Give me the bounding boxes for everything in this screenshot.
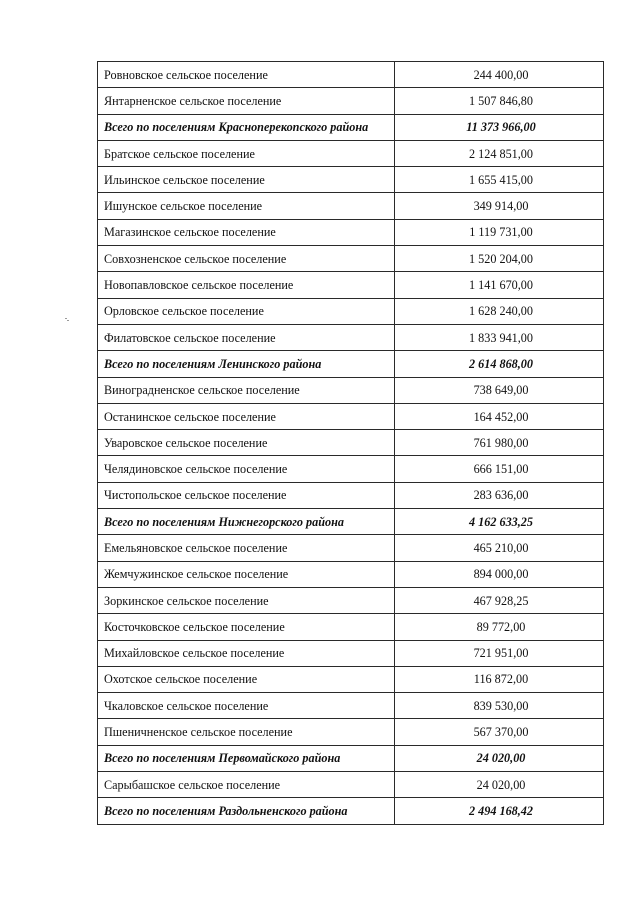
table-row bbox=[98, 140, 604, 166]
scan-speck bbox=[65, 318, 67, 319]
settlement-amount: 839 530,00 bbox=[395, 693, 604, 719]
table-row bbox=[98, 219, 604, 245]
settlement-name: Чкаловское сельское поселение bbox=[98, 693, 395, 719]
table-row bbox=[98, 272, 604, 298]
settlement-amount: 89 772,00 bbox=[395, 614, 604, 640]
settlement-amount: 116 872,00 bbox=[395, 666, 604, 692]
settlement-name: Ильинское сельское поселение bbox=[98, 167, 395, 193]
district-total-amount: 4 162 633,25 bbox=[395, 509, 604, 535]
table-row bbox=[98, 456, 604, 482]
settlement-name: Жемчужинское сельское поселение bbox=[98, 561, 395, 587]
scan-speck bbox=[67, 320, 69, 321]
settlement-amount: 1 655 415,00 bbox=[395, 167, 604, 193]
table-body bbox=[98, 62, 604, 825]
total-row bbox=[98, 351, 604, 377]
settlement-amount: 2 124 851,00 bbox=[395, 140, 604, 166]
table-row bbox=[98, 246, 604, 272]
table-row bbox=[98, 772, 604, 798]
settlement-amount: 567 370,00 bbox=[395, 719, 604, 745]
settlement-amount: 1 833 941,00 bbox=[395, 324, 604, 350]
settlement-amount: 465 210,00 bbox=[395, 535, 604, 561]
district-total-label: Всего по поселениям Первомайского района bbox=[98, 745, 395, 771]
settlement-amount: 1 119 731,00 bbox=[395, 219, 604, 245]
district-total-label: Всего по поселениям Красноперекопского района bbox=[98, 114, 395, 140]
settlement-amount: 1 507 846,80 bbox=[395, 88, 604, 114]
table-row bbox=[98, 62, 604, 88]
district-total-label: Всего по поселениям Раздольненского района bbox=[98, 798, 395, 824]
total-row bbox=[98, 114, 604, 140]
settlement-name: Охотское сельское поселение bbox=[98, 666, 395, 692]
settlement-amount: 164 452,00 bbox=[395, 403, 604, 429]
table-row bbox=[98, 377, 604, 403]
settlement-name: Магазинское сельское поселение bbox=[98, 219, 395, 245]
total-row bbox=[98, 509, 604, 535]
settlement-name: Уваровское сельское поселение bbox=[98, 430, 395, 456]
table-row bbox=[98, 587, 604, 613]
total-row bbox=[98, 745, 604, 771]
settlement-name: Совхозненское сельское поселение bbox=[98, 246, 395, 272]
settlement-name: Останинское сельское поселение bbox=[98, 403, 395, 429]
settlement-amount: 738 649,00 bbox=[395, 377, 604, 403]
settlement-name: Челядиновское сельское поселение bbox=[98, 456, 395, 482]
settlement-amount: 349 914,00 bbox=[395, 193, 604, 219]
settlement-amount: 24 020,00 bbox=[395, 772, 604, 798]
settlement-amount: 1 628 240,00 bbox=[395, 298, 604, 324]
table-row bbox=[98, 430, 604, 456]
settlement-name: Пшеничненское сельское поселение bbox=[98, 719, 395, 745]
district-total-amount: 24 020,00 bbox=[395, 745, 604, 771]
table-row bbox=[98, 193, 604, 219]
table-row bbox=[98, 167, 604, 193]
table-row bbox=[98, 88, 604, 114]
settlement-name: Янтарненское сельское поселение bbox=[98, 88, 395, 114]
settlement-name: Братское сельское поселение bbox=[98, 140, 395, 166]
settlement-name: Косточковское сельское поселение bbox=[98, 614, 395, 640]
table-row bbox=[98, 324, 604, 350]
table-row bbox=[98, 298, 604, 324]
settlement-amount: 283 636,00 bbox=[395, 482, 604, 508]
settlement-name: Зоркинское сельское поселение bbox=[98, 587, 395, 613]
settlement-name: Орловское сельское поселение bbox=[98, 298, 395, 324]
table-row bbox=[98, 561, 604, 587]
settlement-name: Ровновское сельское поселение bbox=[98, 62, 395, 88]
settlement-name: Емельяновское сельское поселение bbox=[98, 535, 395, 561]
table-row bbox=[98, 535, 604, 561]
settlement-amount: 1 141 670,00 bbox=[395, 272, 604, 298]
table-row bbox=[98, 693, 604, 719]
total-row bbox=[98, 798, 604, 824]
settlement-amount: 721 951,00 bbox=[395, 640, 604, 666]
settlement-amount: 244 400,00 bbox=[395, 62, 604, 88]
settlement-name: Чистопольское сельское поселение bbox=[98, 482, 395, 508]
district-total-amount: 11 373 966,00 bbox=[395, 114, 604, 140]
settlement-name: Сарыбашское сельское поселение bbox=[98, 772, 395, 798]
settlement-amount: 761 980,00 bbox=[395, 430, 604, 456]
settlement-budget-table bbox=[97, 61, 604, 825]
table-row bbox=[98, 403, 604, 429]
settlement-amount: 894 000,00 bbox=[395, 561, 604, 587]
settlement-name: Виноградненское сельское поселение bbox=[98, 377, 395, 403]
settlement-name: Михайловское сельское поселение bbox=[98, 640, 395, 666]
settlement-amount: 1 520 204,00 bbox=[395, 246, 604, 272]
table-row bbox=[98, 614, 604, 640]
table-row bbox=[98, 719, 604, 745]
district-total-label: Всего по поселениям Ленинского района bbox=[98, 351, 395, 377]
settlement-amount: 467 928,25 bbox=[395, 587, 604, 613]
district-total-amount: 2 494 168,42 bbox=[395, 798, 604, 824]
table-row bbox=[98, 640, 604, 666]
district-total-label: Всего по поселениям Нижнегорского района bbox=[98, 509, 395, 535]
settlement-name: Филатовское сельское поселение bbox=[98, 324, 395, 350]
table-row bbox=[98, 482, 604, 508]
district-total-amount: 2 614 868,00 bbox=[395, 351, 604, 377]
settlement-amount: 666 151,00 bbox=[395, 456, 604, 482]
settlement-name: Новопавловское сельское поселение bbox=[98, 272, 395, 298]
table-row bbox=[98, 666, 604, 692]
settlement-name: Ишунское сельское поселение bbox=[98, 193, 395, 219]
